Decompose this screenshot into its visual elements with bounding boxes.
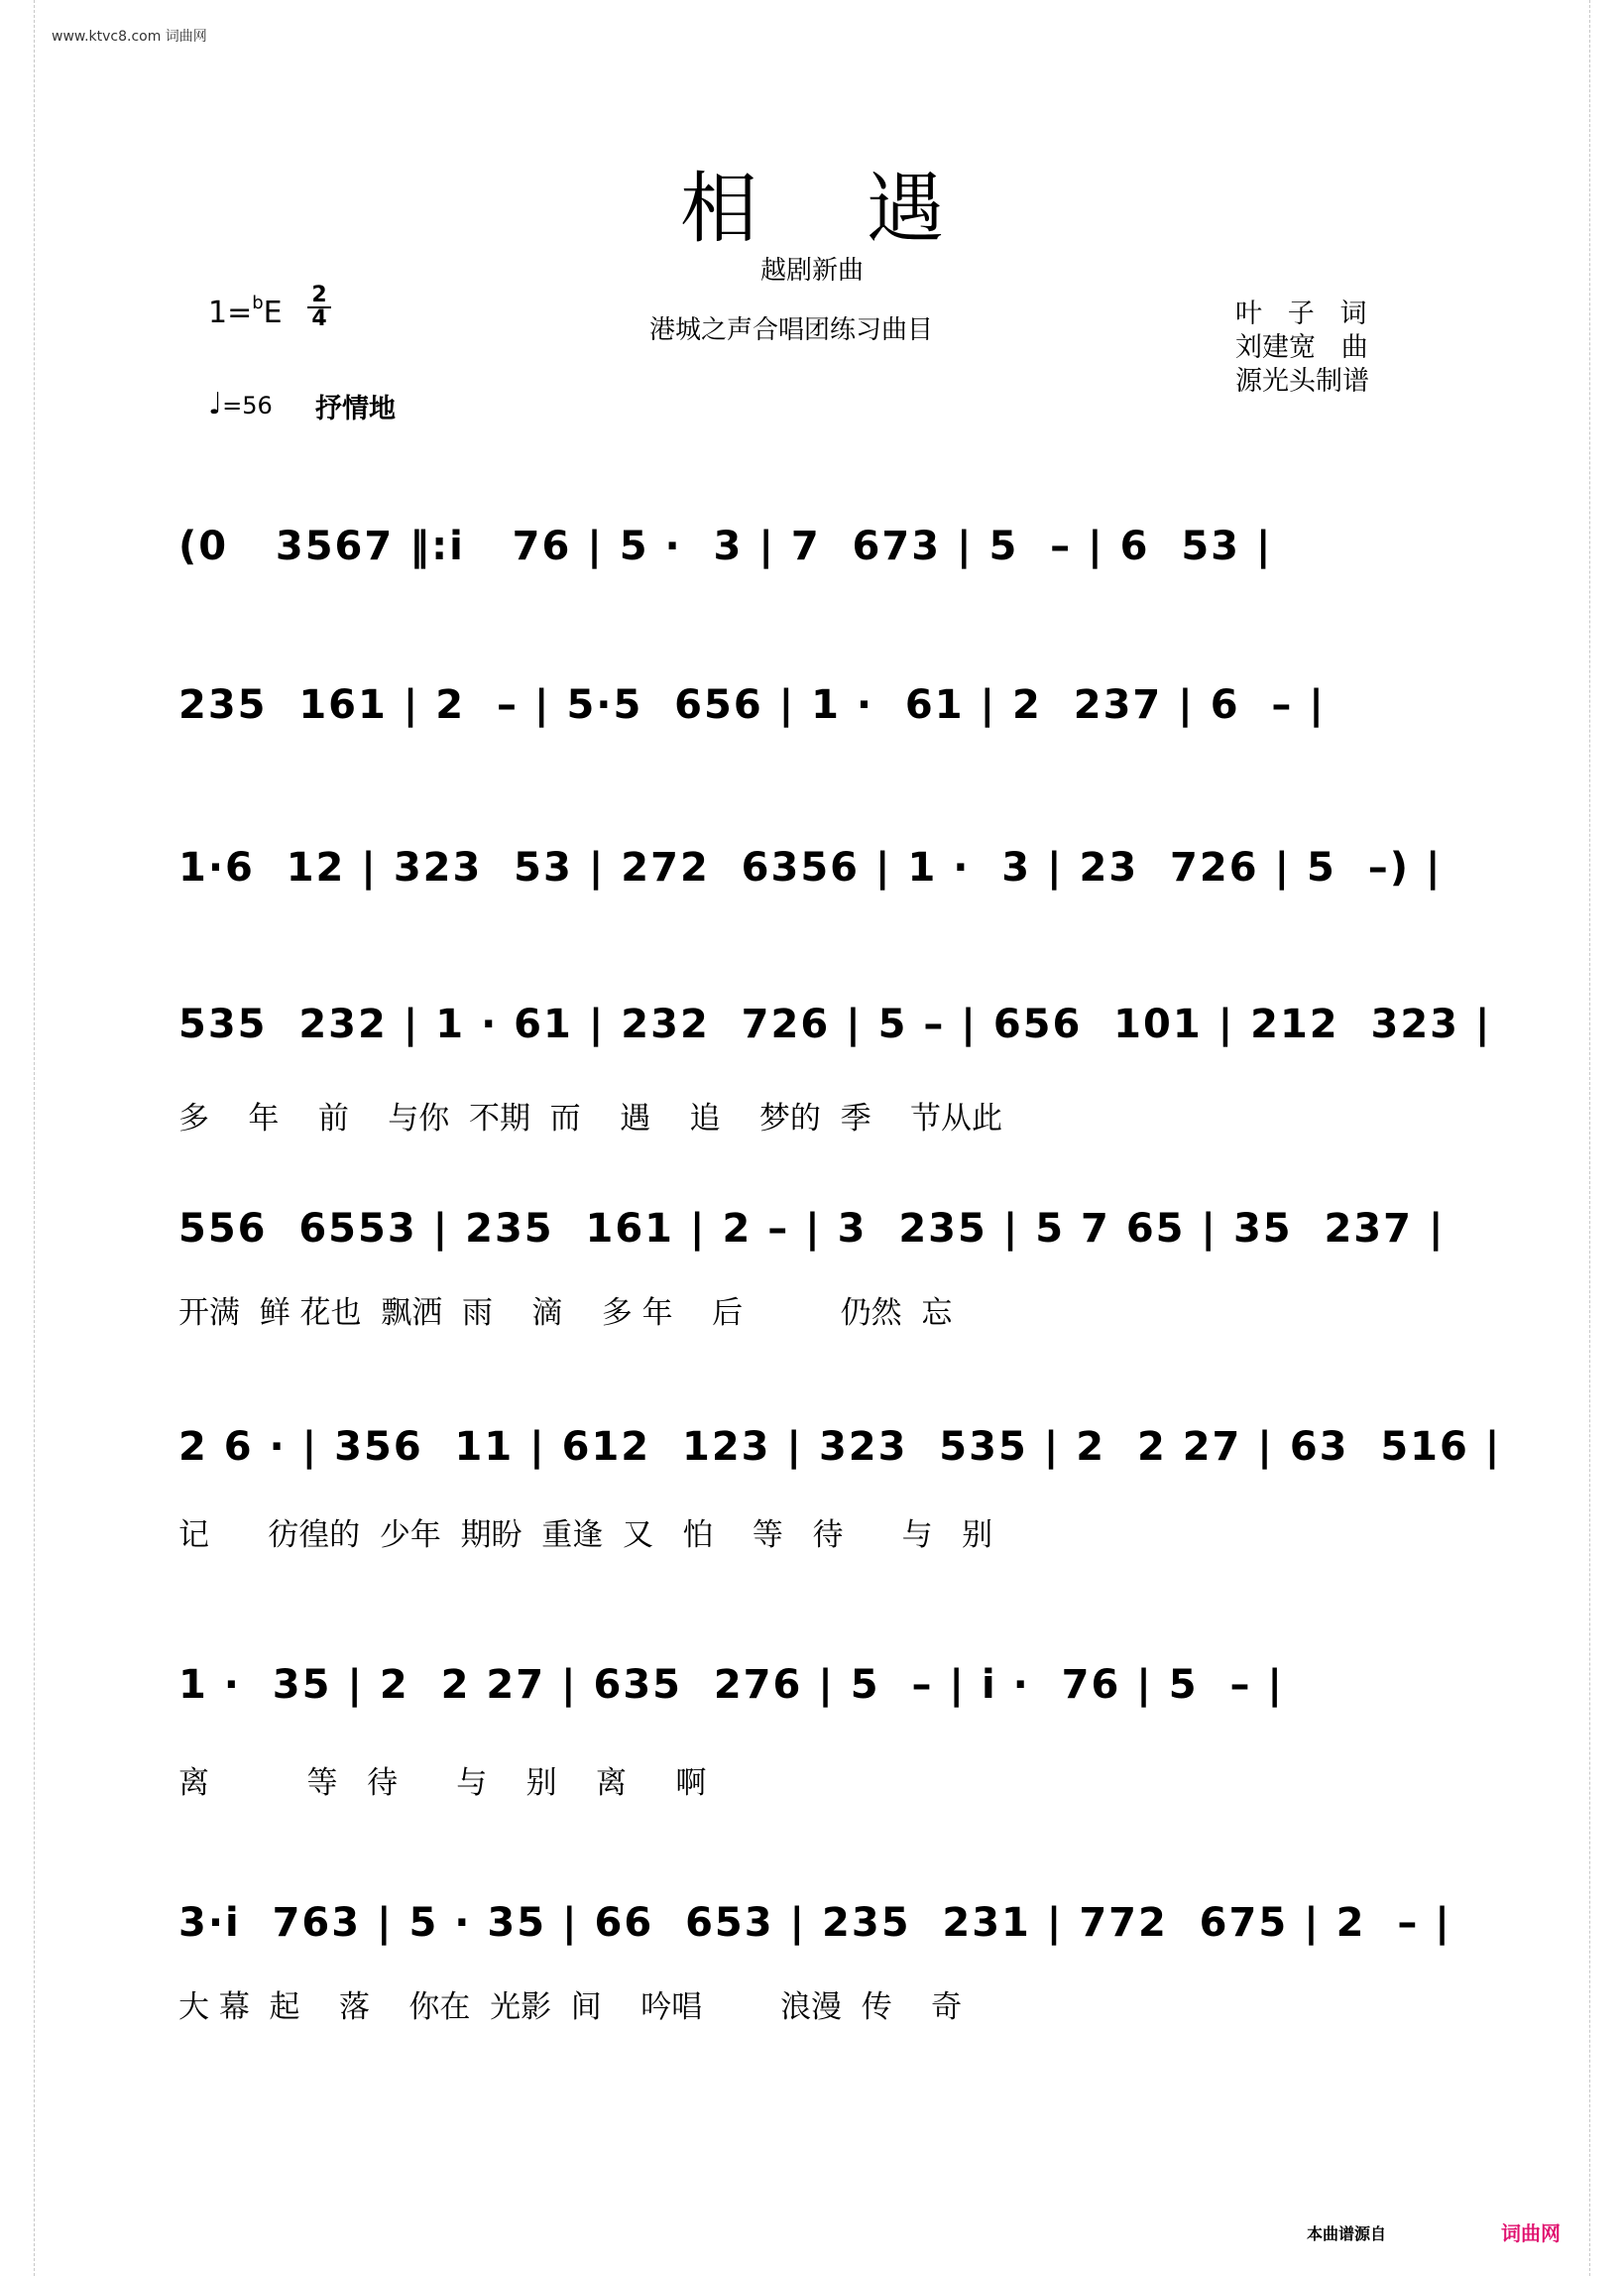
site-header[interactable]: www.ktvc8.com 词曲网 (52, 29, 207, 45)
tempo-marking (208, 387, 273, 421)
notation-line: 1·6 12 | 323 53 | 272 6356 | 1 · 3 | 23 726 | 5 –) | (178, 845, 1443, 891)
credits (1235, 298, 1369, 399)
time-top: 2 (311, 283, 327, 307)
flat-sign: b (252, 293, 264, 313)
notation-line: 1 · 35 | 2 2 27 | 635 276 | 5 – | i · 76 | 5 – | (178, 1662, 1284, 1708)
time-bottom: 4 (307, 306, 331, 330)
lyrics-line: 记 彷徨的 少年 期盼 重逢 又 怕 等 待 与 别 (178, 1517, 993, 1553)
notation-line: 3·i 763 | 5 · 35 | 66 653 | 235 231 | 772 675 | 2 – | (178, 1900, 1451, 1946)
key-note: E (263, 296, 283, 330)
footer-source: 本曲谱源自 (1306, 2224, 1386, 2243)
song-title: 相遇 (679, 165, 1053, 254)
song-subtitle: 越剧新曲 (759, 256, 864, 286)
arranger: 源光头制谱 (1235, 366, 1369, 397)
notation-line: 556 6553 | 235 161 | 2 – | 3 235 | 5 7 65 | 35 237 | (178, 1206, 1446, 1252)
key-signature (208, 293, 283, 330)
choir-note: 港城之声合唱团练习曲目 (649, 315, 934, 345)
left-margin-strip (14, 0, 35, 2276)
notation-line: 535 232 | 1 · 61 | 232 726 | 5 – | 656 101 | 212 323 | (178, 1002, 1492, 1047)
right-margin-strip (1589, 0, 1610, 2276)
quarter-note-icon: ♩ (208, 387, 223, 421)
lyricist: 叶 子 词 (1235, 299, 1367, 329)
notation-line: (0 3567 ‖:i 76 | 5 · 3 | 7 673 | 5 – | 6 53 | (178, 524, 1273, 569)
lyrics-line: 多 年 前 与你 不期 而 遇 追 梦的 季 节从此 (178, 1101, 1003, 1137)
time-signature (307, 285, 331, 330)
key-prefix: 1= (208, 296, 253, 330)
tempo-value: =56 (222, 392, 273, 419)
notation-line: 235 161 | 2 – | 5·5 656 | 1 · 61 | 2 237 | 6 – | (178, 682, 1326, 728)
lyrics-line: 离 等 待 与 别 离 啊 (178, 1765, 707, 1801)
notation-line: 2 6 · | 356 11 | 612 123 | 323 535 | 2 2 27 | 63 516 | (178, 1424, 1502, 1470)
expression-marking: 抒情地 (315, 394, 396, 424)
composer: 刘建宽 曲 (1235, 332, 1368, 363)
lyrics-line: 开满 鲜 花也 飘洒 雨 滴 多 年 后 仍然 忘 (178, 1295, 953, 1331)
footer-brand-link[interactable]: 词曲网 (1501, 2221, 1561, 2245)
lyrics-line: 大 幕 起 落 你在 光影 间 吟唱 浪漫 传 奇 (178, 1989, 963, 2025)
